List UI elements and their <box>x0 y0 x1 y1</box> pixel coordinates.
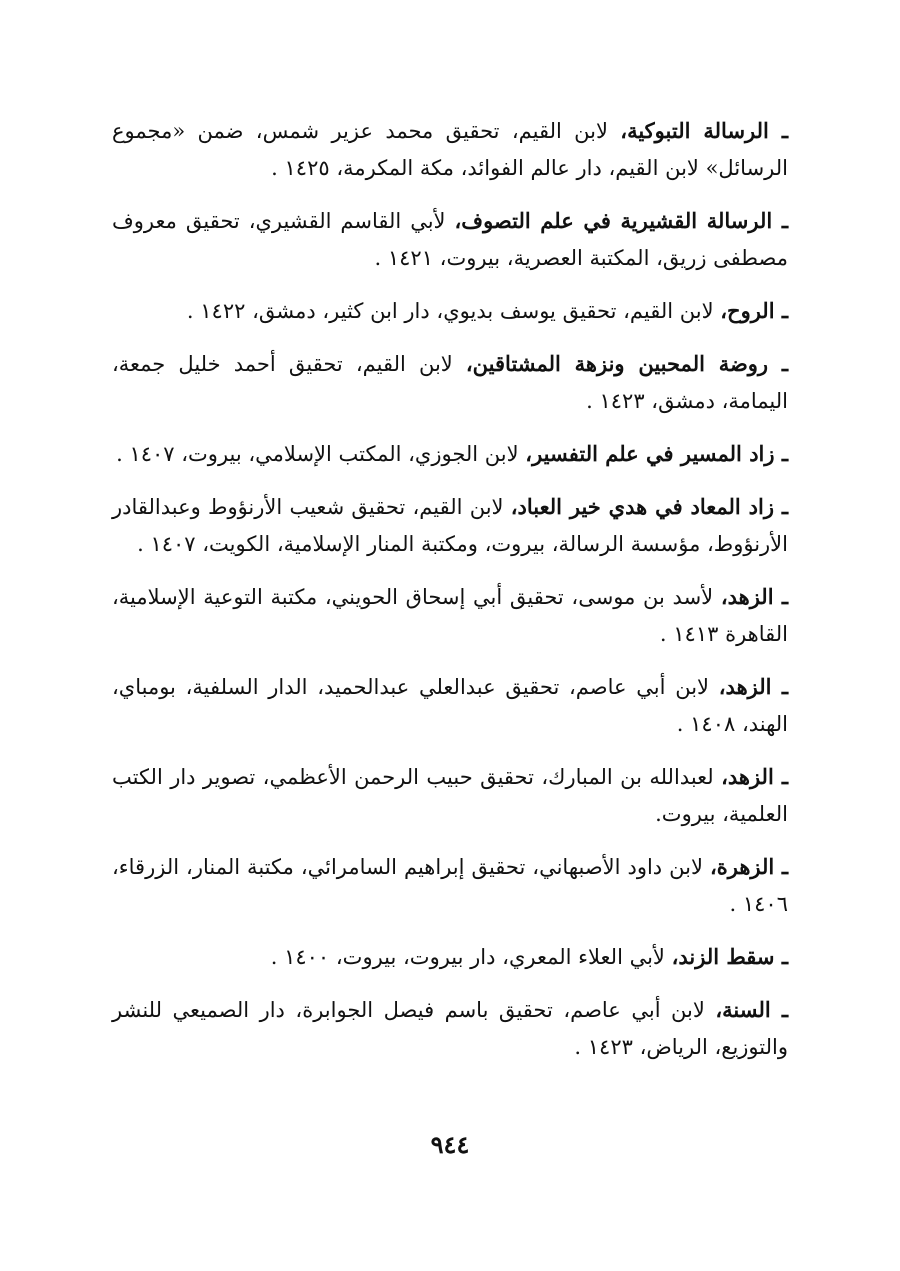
entry-details: لعبدالله بن المبارك، تحقيق حبيب الرحمن الأعظمي، تصوير دار الكتب العلمية، بيروت. <box>112 765 788 826</box>
entry-title: ـ الروح، <box>720 298 788 323</box>
entry-title: ـ الزهد، <box>721 764 788 789</box>
entry-title: ـ الرسالة القشيرية في علم التصوف، <box>454 208 788 233</box>
entry-details: لابن القيم، تحقيق محمد عزير شمس، ضمن «مجموع الرسائل» لابن القيم، دار عالم الفوائد، مكة المكرمة، ١٤٢٥ . <box>112 119 788 180</box>
entry-details: لأسد بن موسى، تحقيق أبي إسحاق الحويني، مكتبة التوعية الإسلامية، القاهرة ١٤١٣ . <box>112 585 788 646</box>
bibliography-list <box>112 112 788 1081</box>
entry-details: لابن أبي عاصم، تحقيق عبدالعلي عبدالحميد، الدار السلفية، بومباي، الهند، ١٤٠٨ . <box>112 675 788 736</box>
bibliography-entry <box>112 112 788 187</box>
bibliography-entry <box>112 668 788 743</box>
entry-title: ـ الزهد، <box>718 674 788 699</box>
bibliography-entry <box>112 292 788 330</box>
bibliography-entry <box>112 578 788 653</box>
bibliography-entry <box>112 938 788 976</box>
entry-title: ـ الرسالة التبوكية، <box>620 118 789 143</box>
bibliography-entry <box>112 202 788 277</box>
entry-title: ـ السنة، <box>715 997 788 1022</box>
entry-details: لابن القيم، تحقيق شعيب الأرنؤوط وعبدالقادر الأرنؤوط، مؤسسة الرسالة، بيروت، ومكتبة المنار الإسلامية، الكويت، ١٤٠٧ . <box>112 495 788 556</box>
bibliography-entry <box>112 991 788 1066</box>
entry-details: لابن القيم، تحقيق أحمد خليل جمعة، اليمامة، دمشق، ١٤٢٣ . <box>112 352 788 413</box>
entry-details: لأبي العلاء المعري، دار بيروت، بيروت، ١٤٠٠ . <box>270 945 672 969</box>
page-number: ٩٤٤ <box>430 1130 470 1159</box>
entry-title: ـ سقط الزند، <box>671 944 788 969</box>
entry-title: ـ الزهد، <box>720 584 788 609</box>
bibliography-entry <box>112 758 788 833</box>
entry-title: ـ زاد المعاد في هدي خير العباد، <box>510 494 788 519</box>
entry-details: لابن أبي عاصم، تحقيق باسم فيصل الجوابرة، دار الصميعي للنشر والتوزيع، الرياض، ١٤٢٣ . <box>112 998 788 1059</box>
entry-details: لأبي القاسم القشيري، تحقيق معروف مصطفى زريق، المكتبة العصرية، بيروت، ١٤٢١ . <box>112 209 788 270</box>
bibliography-entry <box>112 848 788 923</box>
bibliography-entry <box>112 345 788 420</box>
entry-title: ـ زاد المسير في علم التفسير، <box>525 441 788 466</box>
bibliography-entry <box>112 435 788 473</box>
entry-details: لابن الجوزي، المكتب الإسلامي، بيروت، ١٤٠٧ . <box>116 442 526 466</box>
entry-details: لابن داود الأصبهاني، تحقيق إبراهيم السامرائي، مكتبة المنار، الزرقاء، ١٤٠٦ . <box>112 855 788 916</box>
bibliography-entry <box>112 488 788 563</box>
entry-details: لابن القيم، تحقيق يوسف بديوي، دار ابن كثير، دمشق، ١٤٢٢ . <box>186 299 721 323</box>
entry-title: ـ روضة المحبين ونزهة المشتاقين، <box>465 351 789 376</box>
entry-title: ـ الزهرة، <box>709 854 788 879</box>
